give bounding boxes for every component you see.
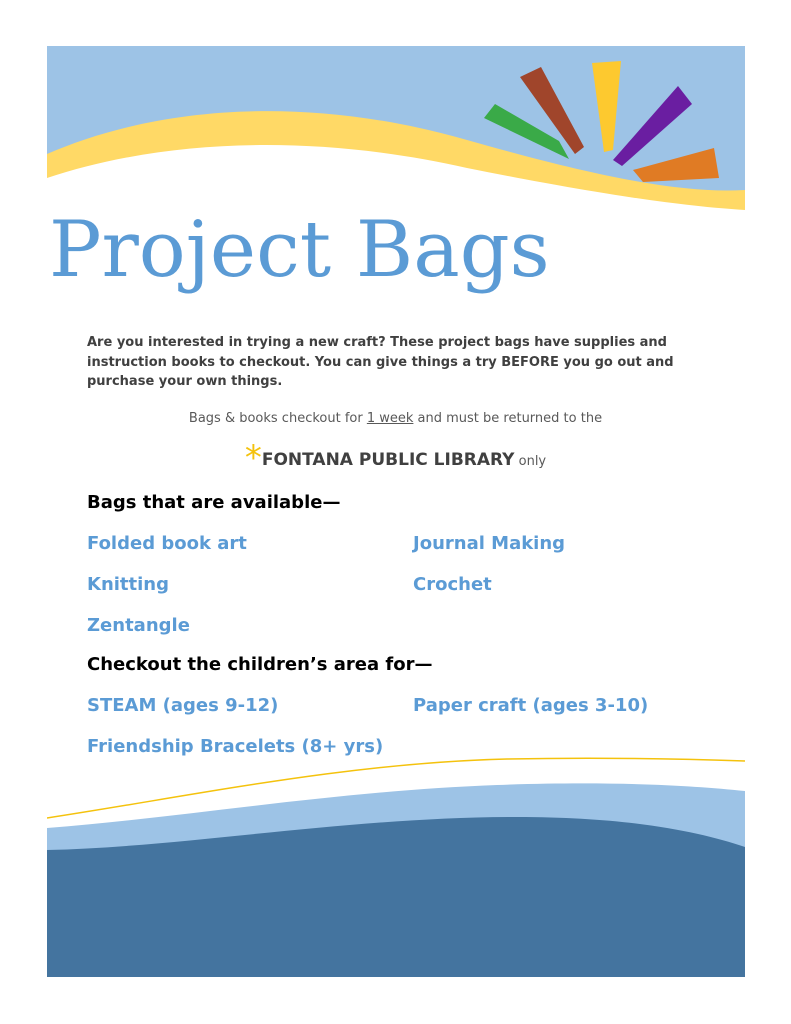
library-name: FONTANA PUBLIC LIBRARY bbox=[261, 450, 515, 470]
library-only: only bbox=[514, 454, 547, 469]
children-item-steam: STEAM (ages 9-12) bbox=[87, 695, 279, 716]
children-heading: Checkout the children’s area for— bbox=[87, 654, 433, 675]
checkout-duration: 1 week bbox=[366, 411, 414, 426]
bag-item-crochet: Crochet bbox=[413, 574, 492, 595]
bag-item-knitting: Knitting bbox=[87, 574, 170, 595]
bottom-banner-graphic bbox=[47, 755, 745, 977]
page-title: Project Bags bbox=[49, 205, 550, 295]
top-banner-graphic bbox=[47, 46, 745, 216]
children-item-paper-craft: Paper craft (ages 3-10) bbox=[413, 695, 649, 716]
checkout-text-after: and must be returned to the bbox=[413, 411, 603, 426]
asterisk-icon: * bbox=[244, 438, 262, 478]
children-item-friendship-bracelets: Friendship Bracelets (8+ yrs) bbox=[87, 736, 384, 757]
library-line bbox=[0, 438, 791, 478]
bag-item-zentangle: Zentangle bbox=[87, 615, 190, 636]
intro-paragraph: Are you interested in trying a new craft? These project bags have supplies and instruction books to checkout. You can give things a try BEFORE you go out and purchase your own things. bbox=[87, 335, 674, 389]
checkout-text-before: Bags & books checkout for bbox=[188, 411, 367, 426]
bag-item-journal-making: Journal Making bbox=[413, 533, 566, 554]
checkout-policy bbox=[0, 409, 791, 429]
bags-heading: Bags that are available— bbox=[87, 492, 341, 513]
bag-item-folded-book-art: Folded book art bbox=[87, 533, 247, 554]
